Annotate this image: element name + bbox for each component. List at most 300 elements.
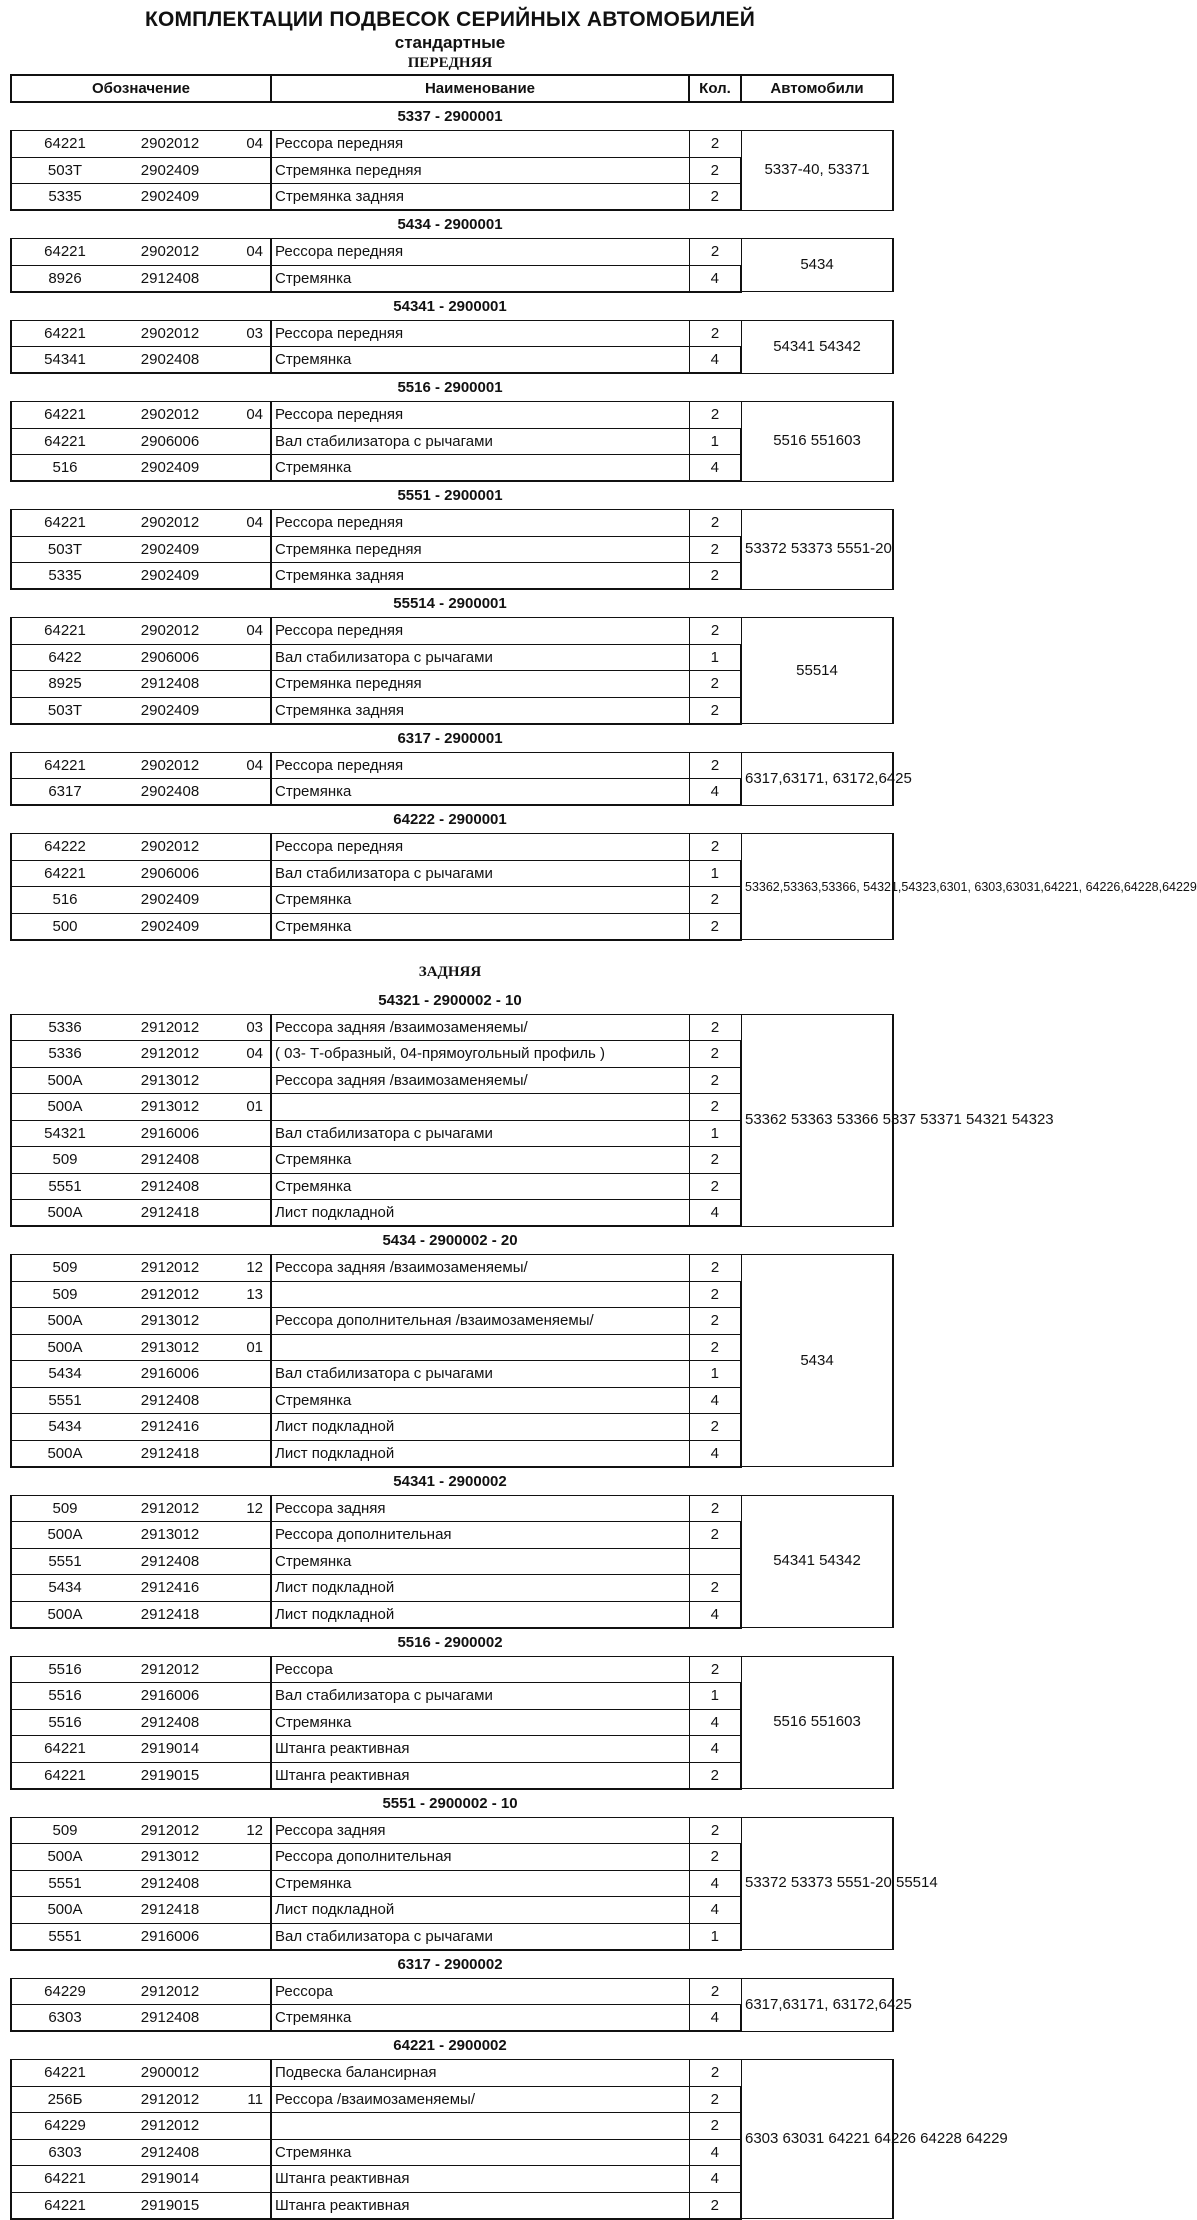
designation-cell: [11, 1173, 271, 1200]
designation-cell: [11, 320, 271, 347]
part-number: 2913012: [140, 1338, 200, 1356]
part-qty: 2: [689, 1094, 741, 1121]
designation-cell: [11, 347, 271, 374]
part-group-code: 509: [52, 1821, 78, 1839]
designation-cell: [11, 265, 271, 292]
part-name: Вал стабилизатора с рычагами: [271, 860, 689, 887]
parts-table: [10, 1978, 912, 2033]
part-qty: 1: [689, 1361, 741, 1388]
parts-table: [10, 752, 912, 807]
part-qty: 2: [689, 1281, 741, 1308]
part-group-code: 500А: [47, 1848, 83, 1866]
part-qty: 2: [689, 320, 741, 347]
part-number: 2912012: [140, 2117, 200, 2135]
block-title: 55514 - 2900001: [393, 595, 507, 612]
part-qty: 2: [689, 1334, 741, 1361]
vehicle-models: 53372 53373 5551-20: [741, 510, 893, 590]
part-name: [271, 1281, 689, 1308]
part-number: 2900012: [140, 2064, 200, 2082]
part-group-code: 509: [52, 1285, 78, 1303]
part-qty: 4: [689, 2139, 741, 2166]
designation-cell: [11, 1762, 271, 1789]
part-group-code: 5551: [48, 1552, 82, 1570]
part-number: 2902012: [140, 324, 200, 342]
part-name: Стремянка: [271, 1387, 689, 1414]
designation-cell: [11, 1897, 271, 1924]
part-number: 2912012: [140, 1045, 200, 1063]
part-name: Штанга реактивная: [271, 2166, 689, 2193]
designation-cell: [11, 1601, 271, 1628]
part-name: Вал стабилизатора с рычагами: [271, 644, 689, 671]
part-qty: 2: [689, 1041, 741, 1068]
part-qty: 4: [689, 1709, 741, 1736]
part-number: 2912418: [140, 1204, 200, 1221]
part-name: Рессора передняя: [271, 239, 689, 266]
part-qty: 4: [689, 1440, 741, 1467]
part-name: Стремянка: [271, 1870, 689, 1897]
designation-cell: [11, 2192, 271, 2219]
part-group-code: 54341: [44, 351, 86, 368]
table-row: [11, 752, 893, 779]
parts-table: [10, 238, 894, 293]
front-suspension-section: [0, 107, 1197, 941]
part-group-code: 8926: [48, 269, 82, 287]
part-number: 2916006: [140, 1927, 200, 1945]
part-number: 2906006: [140, 432, 200, 450]
block-title: 5434 - 2900002 - 20: [382, 1232, 518, 1249]
part-name: Стремянка задняя: [271, 184, 689, 211]
part-qty: 2: [689, 834, 741, 861]
part-name: Рессора передняя: [271, 752, 689, 779]
designation-cell: [11, 1147, 271, 1174]
part-number: 2906006: [140, 864, 200, 882]
part-qty: 4: [689, 1870, 741, 1897]
part-number: 2912012: [140, 1499, 200, 1517]
part-number: 2902012: [140, 514, 200, 532]
part-number: 2902012: [140, 135, 200, 153]
part-qty: [689, 1548, 741, 1575]
part-number: 2912416: [140, 1579, 200, 1597]
part-group-code: 5336: [48, 1018, 82, 1036]
part-number: 2913012: [140, 1071, 200, 1089]
part-number: 2912408: [140, 675, 200, 693]
section-rear-heading: ЗАДНЯЯ: [418, 963, 482, 980]
part-group-code: 5516: [48, 1713, 82, 1731]
parts-table: [10, 401, 894, 482]
part-qty: 4: [689, 1200, 741, 1227]
part-group-code: 500А: [47, 1098, 83, 1116]
part-name: Рессора задняя /взаимозаменяемы/: [271, 1014, 689, 1041]
block-title: 5337 - 2900001: [397, 108, 503, 125]
part-number: 2912408: [140, 2143, 200, 2161]
part-group-code: 8925: [48, 675, 82, 693]
designation-cell: [11, 1923, 271, 1950]
block-title: 54341 - 2900001: [393, 297, 507, 315]
part-qty: 2: [689, 1255, 741, 1282]
vehicle-models: 5434: [741, 1255, 893, 1467]
part-qty: 2: [689, 2113, 741, 2140]
part-name: Стремянка передняя: [271, 536, 689, 563]
part-group-code: 6303: [48, 2009, 82, 2026]
designation-cell: [11, 1120, 271, 1147]
part-variant: 04: [246, 756, 263, 774]
part-number: 2902409: [140, 917, 200, 935]
part-qty: 2: [689, 1414, 741, 1441]
part-variant: 12: [246, 1499, 263, 1517]
part-name: [271, 1094, 689, 1121]
part-qty: 2: [689, 1067, 741, 1094]
part-number: 2912408: [140, 2009, 200, 2026]
block-title: 54341 - 2900002: [393, 1472, 507, 1490]
designation-cell: [11, 618, 271, 645]
part-number: 2902409: [140, 891, 200, 909]
part-variant: 03: [246, 324, 263, 342]
designation-cell: [11, 779, 271, 806]
parts-table: [10, 1817, 938, 1951]
designation-cell: [11, 157, 271, 184]
part-qty: 1: [689, 1923, 741, 1950]
part-name: ( 03- Т-образный, 04-прямоугольный профиль ): [271, 1041, 689, 1068]
part-variant: 12: [246, 1259, 263, 1277]
part-group-code: 5336: [48, 1045, 82, 1063]
designation-cell: [11, 1361, 271, 1388]
part-variant: 01: [246, 1098, 263, 1116]
parts-table: [10, 1495, 894, 1629]
part-name: Стремянка: [271, 347, 689, 374]
table-row: [11, 131, 893, 158]
block-title: 64221 - 2900002: [393, 2037, 507, 2054]
part-name: Рессора: [271, 1656, 689, 1683]
part-name: Стремянка: [271, 1709, 689, 1736]
part-number: 2902408: [140, 783, 200, 800]
part-number: 2913012: [140, 1312, 200, 1330]
part-group-code: 500А: [47, 1901, 83, 1919]
part-qty: 4: [689, 779, 741, 806]
part-qty: 2: [689, 697, 741, 724]
designation-cell: [11, 1200, 271, 1227]
part-qty: 2: [689, 1656, 741, 1683]
part-variant: 04: [246, 406, 263, 424]
column-header: [10, 74, 894, 103]
table-row: [11, 1014, 893, 1041]
part-number: 2912418: [140, 1901, 200, 1919]
part-qty: 2: [689, 2192, 741, 2219]
part-group-code: 6317: [48, 783, 82, 800]
designation-cell: [11, 1736, 271, 1763]
table-row: [11, 402, 893, 429]
designation-cell: [11, 402, 271, 429]
parts-table: [10, 617, 894, 725]
part-name: Стремянка задняя: [271, 563, 689, 590]
vehicle-models: 5516 551603: [741, 1656, 893, 1789]
part-qty: 2: [689, 887, 741, 914]
part-qty: 2: [689, 1817, 741, 1844]
part-group-code: 500А: [47, 1204, 83, 1221]
part-number: 2912418: [140, 1605, 200, 1623]
part-name: Штанга реактивная: [271, 2192, 689, 2219]
vehicle-models: 5434: [741, 239, 893, 292]
part-number: 2912408: [140, 269, 200, 287]
part-variant: 04: [246, 514, 263, 532]
part-name: Рессора передняя: [271, 834, 689, 861]
designation-cell: [11, 2139, 271, 2166]
part-name: Стремянка: [271, 913, 689, 940]
part-name: Рессора дополнительная /взаимозаменяемы/: [271, 1308, 689, 1335]
part-qty: 2: [689, 131, 741, 158]
part-number: 2902012: [140, 406, 200, 424]
designation-cell: [11, 2060, 271, 2087]
part-number: 2906006: [140, 648, 200, 666]
part-number: 2902409: [140, 161, 200, 179]
part-number: 2912408: [140, 1874, 200, 1892]
part-number: 2912408: [140, 1177, 200, 1195]
designation-cell: [11, 1334, 271, 1361]
part-number: 2916006: [140, 1687, 200, 1705]
part-variant: 04: [246, 622, 263, 640]
parts-table: [10, 509, 894, 590]
designation-cell: [11, 671, 271, 698]
part-name: Стремянка: [271, 1548, 689, 1575]
part-name: Рессора задняя /взаимозаменяемы/: [271, 1067, 689, 1094]
table-row: [11, 1817, 893, 1844]
part-name: Лист подкладной: [271, 1414, 689, 1441]
part-name: Рессора передняя: [271, 402, 689, 429]
part-number: 2902409: [140, 188, 200, 205]
part-name: Вал стабилизатора с рычагами: [271, 1120, 689, 1147]
part-number: 2912012: [140, 1821, 200, 1839]
part-qty: 2: [689, 1762, 741, 1789]
part-qty: 2: [689, 2086, 741, 2113]
parts-table: [10, 1014, 1054, 1228]
designation-cell: [11, 184, 271, 211]
vehicle-models: 6303 63031 64221 64226 64228 64229: [741, 2060, 893, 2219]
part-group-code: 64229: [44, 1982, 86, 2000]
part-number: 2912416: [140, 1418, 200, 1436]
parts-table: [10, 833, 1197, 941]
part-group-code: 64221: [44, 243, 86, 261]
part-number: 2919014: [140, 1740, 200, 1758]
part-group-code: 500А: [47, 1444, 83, 1462]
part-group-code: 5551: [48, 1177, 82, 1195]
col-cars: Автомобили: [741, 75, 893, 102]
block-title: 64222 - 2900001: [393, 811, 507, 828]
part-qty: 1: [689, 860, 741, 887]
part-group-code: 64221: [44, 432, 86, 450]
part-group-code: 64221: [44, 2196, 86, 2214]
designation-cell: [11, 1255, 271, 1282]
part-variant: 04: [246, 1045, 263, 1063]
part-name: Лист подкладной: [271, 1601, 689, 1628]
block-title: 5516 - 2900002: [397, 1633, 503, 1651]
block-title: 5551 - 2900001: [397, 487, 503, 504]
part-number: 2912012: [140, 1660, 200, 1678]
vehicle-models: 6317,63171, 63172,6425: [741, 1978, 893, 2031]
part-group-code: 64221: [44, 864, 86, 882]
part-number: 2913012: [140, 1848, 200, 1866]
part-qty: 2: [689, 1014, 741, 1041]
part-qty: 4: [689, 1736, 741, 1763]
part-name: Стремянка: [271, 265, 689, 292]
col-designation: Обозначение: [11, 75, 271, 102]
part-group-code: 503Т: [47, 161, 83, 179]
part-name: Стремянка: [271, 779, 689, 806]
page-title: КОМПЛЕКТАЦИИ ПОДВЕСОК СЕРИЙНЫХ АВТОМОБИЛЕЙ: [144, 8, 756, 31]
designation-cell: [11, 1281, 271, 1308]
part-qty: 2: [689, 618, 741, 645]
part-qty: 2: [689, 1308, 741, 1335]
part-qty: 2: [689, 752, 741, 779]
designation-cell: [11, 1978, 271, 2005]
part-variant: 01: [246, 1338, 263, 1356]
part-name: Рессора: [271, 1978, 689, 2005]
part-name: Стремянка задняя: [271, 697, 689, 724]
part-name: Стремянка: [271, 887, 689, 914]
part-group-code: 503Т: [47, 701, 83, 719]
part-group-code: 509: [52, 1499, 78, 1517]
designation-cell: [11, 428, 271, 455]
part-name: Штанга реактивная: [271, 1762, 689, 1789]
part-group-code: 64221: [44, 622, 86, 640]
part-number: 2902012: [140, 622, 200, 640]
designation-cell: [11, 1387, 271, 1414]
part-name: Рессора задняя /взаимозаменяемы/: [271, 1255, 689, 1282]
part-group-code: 64221: [44, 135, 86, 153]
designation-cell: [11, 536, 271, 563]
designation-cell: [11, 563, 271, 590]
part-qty: 2: [689, 913, 741, 940]
parts-table: [10, 2059, 1008, 2220]
part-name: Рессора передняя: [271, 131, 689, 158]
table-row: [11, 2060, 893, 2087]
part-qty: 2: [689, 1495, 741, 1522]
designation-cell: [11, 2113, 271, 2140]
part-group-code: 54321: [44, 1124, 86, 1142]
part-number: 2916006: [140, 1365, 200, 1383]
part-name: Стремянка: [271, 2005, 689, 2032]
designation-cell: [11, 1094, 271, 1121]
designation-cell: [11, 1844, 271, 1871]
part-number: 2912408: [140, 1151, 200, 1169]
designation-cell: [11, 131, 271, 158]
part-variant: 04: [246, 243, 263, 261]
part-name: Стремянка: [271, 455, 689, 482]
designation-cell: [11, 1522, 271, 1549]
designation-cell: [11, 887, 271, 914]
section-front-heading: ПЕРЕДНЯЯ: [407, 55, 493, 71]
part-group-code: 509: [52, 1259, 78, 1277]
part-qty: 2: [689, 671, 741, 698]
part-number: 2913012: [140, 1526, 200, 1544]
part-qty: 4: [689, 1897, 741, 1924]
vehicle-models: 6317,63171, 63172,6425: [741, 752, 893, 805]
table-row: [11, 320, 893, 347]
part-name: Стремянка: [271, 1173, 689, 1200]
part-number: 2902012: [140, 756, 200, 774]
part-number: 2902409: [140, 540, 200, 558]
part-group-code: 5434: [48, 1365, 82, 1383]
part-group-code: 64221: [44, 406, 86, 424]
part-group-code: 5551: [48, 1874, 82, 1892]
part-name: Рессора дополнительная: [271, 1522, 689, 1549]
part-group-code: 500А: [47, 1605, 83, 1623]
vehicle-models: 54341 54342: [741, 1495, 893, 1628]
part-qty: 2: [689, 1522, 741, 1549]
part-name: Рессора задняя: [271, 1495, 689, 1522]
designation-cell: [11, 1495, 271, 1522]
part-name: Рессора /взаимозаменяемы/: [271, 2086, 689, 2113]
designation-cell: [11, 1817, 271, 1844]
part-group-code: 5516: [48, 1660, 82, 1678]
part-group-code: 6422: [48, 648, 82, 666]
part-number: 2902012: [140, 243, 200, 261]
designation-cell: [11, 1575, 271, 1602]
part-qty: 2: [689, 1844, 741, 1871]
part-name: Рессора передняя: [271, 320, 689, 347]
part-number: 2912012: [140, 2090, 200, 2108]
vehicle-models: 5337-40, 53371: [741, 131, 893, 211]
designation-cell: [11, 1041, 271, 1068]
part-qty: 2: [689, 1575, 741, 1602]
part-qty: 4: [689, 455, 741, 482]
vehicle-models: 53362 53363 53366 5337 53371 54321 54323: [741, 1014, 893, 1226]
part-number: 2902408: [140, 351, 200, 368]
table-row: [11, 834, 893, 861]
part-group-code: 5516: [48, 1687, 82, 1705]
part-qty: 4: [689, 347, 741, 374]
part-qty: 2: [689, 157, 741, 184]
designation-cell: [11, 752, 271, 779]
table-row: [11, 1255, 893, 1282]
part-number: 2902409: [140, 459, 200, 476]
part-qty: 2: [689, 239, 741, 266]
designation-cell: [11, 1870, 271, 1897]
part-qty: 2: [689, 1978, 741, 2005]
part-group-code: 256Б: [47, 2090, 83, 2108]
part-group-code: 516: [52, 891, 78, 909]
designation-cell: [11, 2166, 271, 2193]
part-name: Лист подкладной: [271, 1440, 689, 1467]
part-group-code: 6303: [48, 2143, 82, 2161]
col-name: Наименование: [271, 75, 689, 102]
part-name: Лист подкладной: [271, 1200, 689, 1227]
part-name: Лист подкладной: [271, 1575, 689, 1602]
part-number: 2902409: [140, 567, 200, 584]
part-number: 2912408: [140, 1552, 200, 1570]
part-number: 2916006: [140, 1124, 200, 1142]
part-qty: 2: [689, 1147, 741, 1174]
vehicle-models: 53372 53373 5551-20 55514: [741, 1817, 893, 1950]
part-number: 2912012: [140, 1982, 200, 2000]
part-variant: 12: [246, 1821, 263, 1839]
designation-cell: [11, 834, 271, 861]
block-title: 54321 - 2900002 - 10: [378, 991, 522, 1009]
designation-cell: [11, 2005, 271, 2032]
part-number: 2919015: [140, 2196, 200, 2214]
part-qty: 2: [689, 536, 741, 563]
part-group-code: 500А: [47, 1526, 83, 1544]
designation-cell: [11, 1414, 271, 1441]
part-variant: 11: [247, 2090, 263, 2108]
designation-cell: [11, 1014, 271, 1041]
part-qty: 4: [689, 1601, 741, 1628]
page-subtitle: стандартные: [394, 33, 506, 52]
part-group-code: 516: [52, 459, 78, 476]
part-qty: 2: [689, 563, 741, 590]
part-name: Стремянка: [271, 1147, 689, 1174]
part-number: 2912012: [140, 1285, 200, 1303]
rear-suspension-section: [0, 991, 1054, 2220]
part-group-code: 64221: [44, 514, 86, 532]
